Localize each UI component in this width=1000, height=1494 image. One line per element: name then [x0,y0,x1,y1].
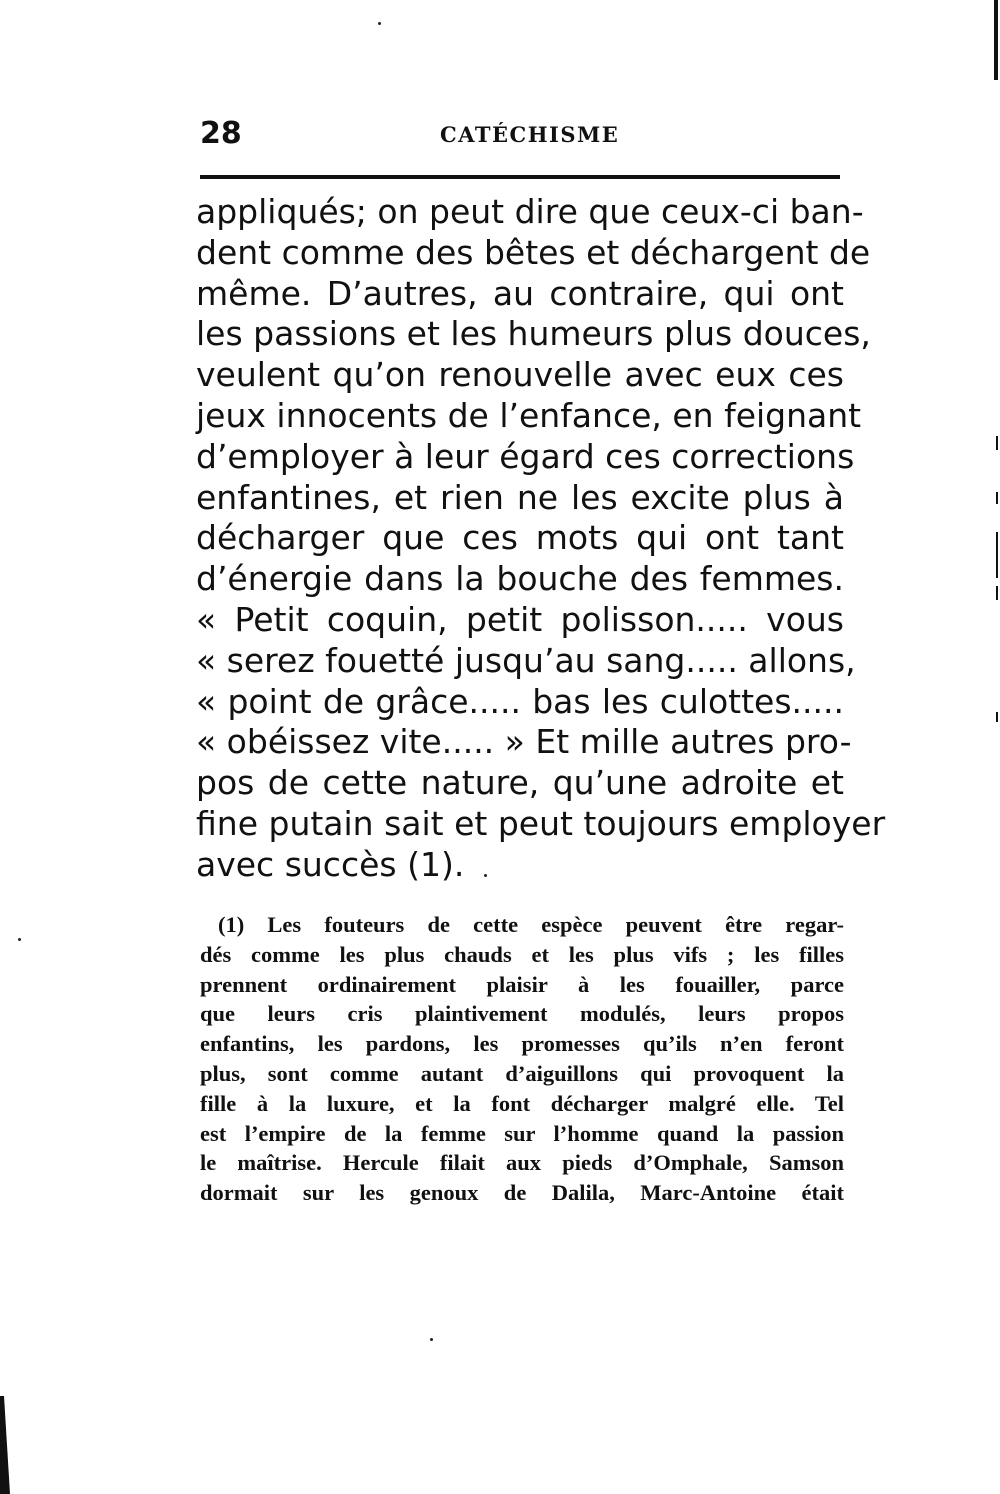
text-line: « point de grâce..... bas les culottes..... [196,681,844,721]
scan-edge-mark [996,492,998,504]
header-rule [200,175,840,179]
footnote-line: est l’empire de la femme sur l’homme quand la passion [200,1120,844,1146]
footnote-line: le maîtrise. Hercule filait aux pieds d’Omphale, Samson [200,1150,844,1176]
text-line: pos de cette nature, qu’une adroite et [196,763,844,803]
page-number: 28 [200,116,242,151]
text-line: enfantines, et rien ne les excite plus à [196,477,844,517]
main-text [196,192,886,886]
text-line: décharger que ces mots qui ont tant [196,518,844,558]
text-line: dent comme des bêtes et déchargent de [196,232,871,272]
scan-speck [378,22,381,25]
scan-edge-mark [994,0,998,80]
footnote-line: (1) Les fouteurs de cette espèce peuvent être regar- [218,912,844,937]
scan-speck [430,1338,433,1341]
text-line: jeux innocents de l’enfance, en feignant [196,395,862,435]
scan-speck [18,938,21,941]
text-line: d’énergie dans la bouche des femmes. [196,559,844,599]
running-title: CATÉCHISME [440,122,620,147]
scan-edge-mark [996,712,998,722]
text-line: d’employer à leur égard ces corrections [196,436,855,476]
text-line: avec succès (1). [196,844,465,884]
text-line: « obéissez vite..... » Et mille autres pro- [196,722,852,762]
text-line: les passions et les humeurs plus douces, [196,314,871,354]
text-line: appliqués; on peut dire que ceux-ci ban- [196,192,864,231]
scan-edge-mark [996,436,998,450]
scan-edge-mark [996,586,998,600]
footnote-line: dés comme les plus chauds et les plus vifs ; les filles [200,941,844,967]
text-line: même. D’autres, au contraire, qui ont [196,273,844,313]
footnote [200,910,844,1208]
scan-edge-mark [996,532,998,578]
footnote-line: dormait sur les genoux de Dalila, Marc-Antoine était [200,1180,844,1206]
text-line: « serez fouetté jusqu’au sang..... allons, [196,640,856,680]
footnote-line: que leurs cris plaintivement modulés, leurs propos [200,1001,844,1027]
footnote-line: prennent ordinairement plaisir à les fouailler, parce [200,971,844,997]
page-header [200,116,840,152]
scan-speck [484,874,487,877]
footnote-line: plus, sont comme autant d’aiguillons qui provoquent la [200,1060,844,1086]
scan-edge-mark [0,1396,10,1494]
text-line: « Petit coquin, petit polisson..... vous [196,599,844,639]
text-line: veulent qu’on renouvelle avec eux ces [196,355,844,395]
text-line: fine putain sait et peut toujours employer [196,803,886,843]
footnote-line: enfantins, les pardons, les promesses qu’ils n’en feront [200,1031,844,1057]
footnote-line: fille à la luxure, et la font décharger malgré elle. Tel [200,1090,844,1116]
